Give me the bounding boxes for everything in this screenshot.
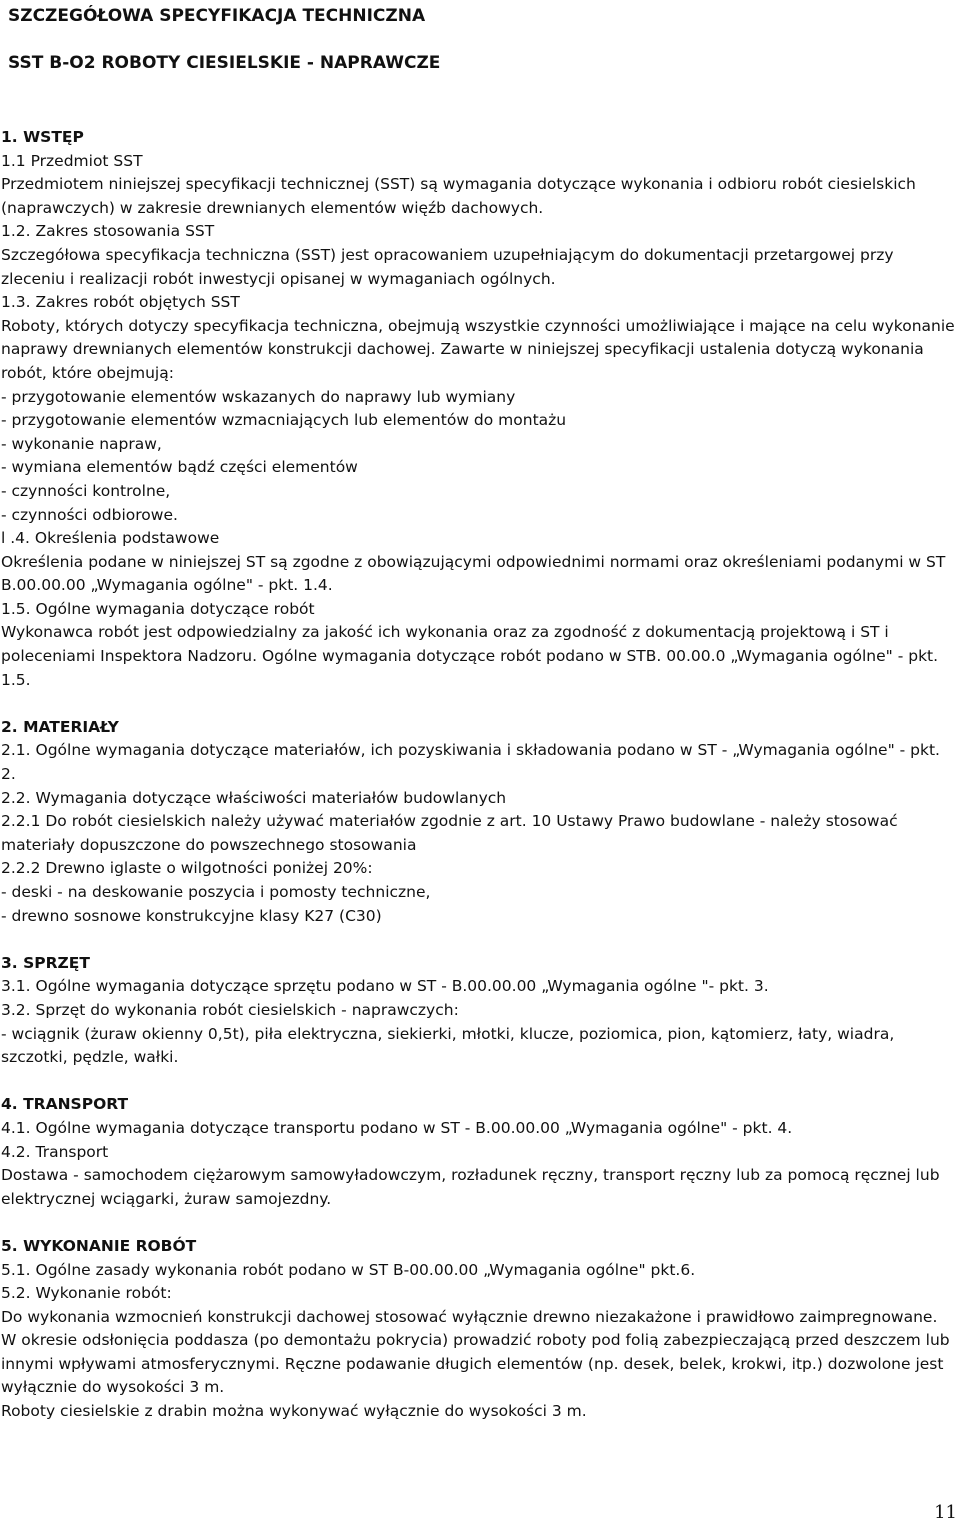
- paragraph-1-4: Określenia podane w niniejszej ST są zgodne z obowiązującymi odpowiednimi normami oraz określeniami podanymi w ST B.00.00.00 „Wymagania ogólne" - pkt. 1.4.: [1, 552, 946, 595]
- paragraph-4-1: 4.1. Ogólne wymagania dotyczące transportu podano w ST - B.00.00.00 „Wymagania ogólne" - pkt. 4.: [1, 1118, 793, 1137]
- list-item: - wymiana elementów bądź części elementów: [1, 458, 358, 477]
- paragraph-1-1: Przedmiotem niniejszej specyfikacji technicznej (SST) są wymagania dotyczące wykonania i odbioru robót ciesielskich (naprawczych) w zakresie drewnianych elementów więźb dachowych.: [1, 175, 916, 217]
- document-subtitle: SST B-O2 ROBOTY CIESIELSKIE - NAPRAWCZE: [8, 53, 441, 73]
- paragraph-5-2: 5.2. Wykonanie robót:: [1, 1284, 172, 1303]
- paragraph-5-1: 5.1. Ogólne zasady wykonania robót podano w ST B-00.00.00 „Wymagania ogólne" pkt.6.: [1, 1260, 696, 1279]
- paragraph-1-2: Szczegółowa specyfikacja techniczna (SST) jest opracowaniem uzupełniającym do dokumentacji przetargowej przy zleceniu i realizacji robót inwestycji opisanej w wymaganiach ogólnych.: [1, 245, 894, 288]
- section-heading-4: 4. TRANSPORT: [1, 1095, 129, 1114]
- document-title: SZCZEGÓŁOWA SPECYFIKACJA TECHNICZNA: [8, 6, 426, 26]
- paragraph-4-2: 4.2. Transport: [1, 1142, 109, 1161]
- list-item: - wykonanie napraw,: [1, 434, 162, 453]
- section-heading-3: 3. SPRZĘT: [1, 953, 90, 972]
- subsection-title-1-5: 1.5. Ogólne wymagania dotyczące robót: [1, 599, 315, 618]
- paragraph-2-2-2: 2.2.2 Drewno iglaste o wilgotności poniżej 20%:: [1, 859, 373, 878]
- paragraph-5-2-ladders: Roboty ciesielskie z drabin można wykonywać wyłącznie do wysokości 3 m.: [1, 1402, 587, 1421]
- paragraph-5-2-text: Do wykonania wzmocnień konstrukcji dachowej stosować wyłącznie drewno niezakażone i prawidłowo zaimpregnowane. W okresie odsłonięcia poddasza (po demontażu pokrycia) prowadzić roboty pod folią zabezpieczającą przed deszczem lub innymi wpływami atmosferycznymi. Ręczne podawanie długich elementów (np. desek, belek, krokwi, itp.) dozwolone jest wyłącznie do wysokości 3 m.: [1, 1307, 950, 1397]
- paragraph-3-2-list: - wciągnik (żuraw okienny 0,5t), piła elektryczna, siekierki, młotki, klucze, poziomica, pion, kątomierz, łaty, wiadra, szczotki, pędzle, wałki.: [1, 1024, 895, 1067]
- subsection-title-1-4: l .4. Określenia podstawowe: [1, 529, 220, 548]
- section-heading-5: 5. WYKONANIE ROBÓT: [1, 1236, 197, 1255]
- paragraph-2-1: 2.1. Ogólne wymagania dotyczące materiałów, ich pozyskiwania i składowania podano w ST - „Wymagania ogólne" - pkt. 2.: [1, 741, 940, 784]
- list-item: - czynności kontrolne,: [1, 481, 171, 500]
- subsection-title-1-1: 1.1 Przedmiot SST: [1, 151, 143, 170]
- list-item: - deski - na deskowanie poszycia i pomosty techniczne,: [1, 883, 431, 901]
- list-item: - przygotowanie elementów wskazanych do naprawy lub wymiany: [1, 387, 516, 406]
- list-item: - przygotowanie elementów wzmacniających lub elementów do montażu: [1, 411, 567, 430]
- list-item: - drewno sosnowe konstrukcyjne klasy K27 (C30): [1, 906, 382, 925]
- subsection-title-1-3: 1.3. Zakres robót objętych SST: [1, 293, 240, 312]
- subsection-title-1-2: 1.2. Zakres stosowania SST: [1, 222, 215, 241]
- paragraph-3-1: 3.1. Ogólne wymagania dotyczące sprzętu podano w ST - B.00.00.00 „Wymagania ogólne "- pkt. 3.: [1, 977, 769, 996]
- paragraph-3-2: 3.2. Sprzęt do wykonania robót ciesielskich - naprawczych:: [1, 1000, 459, 1019]
- paragraph-1-3: Roboty, których dotyczy specyfikacja techniczna, obejmują wszystkie czynności umożliwiające i mające na celu wykonanie naprawy drewnianych elementów konstrukcji dachowej. Zawarte w niniejszej specyfikacji ustalenia dotyczą wykonania robót, które obejmują:: [1, 316, 955, 382]
- section-heading-2: 2. MATERIAŁY: [1, 717, 119, 736]
- document-body: [1, 126, 956, 1424]
- paragraph-2-2: 2.2. Wymagania dotyczące właściwości materiałów budowlanych: [1, 788, 507, 807]
- paragraph-1-5: Wykonawca robót jest odpowiedzialny za jakość ich wykonania oraz za zgodność z dokumentacją projektową i ST i poleceniami Inspektora Nadzoru. Ogólne wymagania dotyczące robót podano w STB. 00.00.0 „Wymagania ogólne" - pkt. 1.5.: [1, 623, 939, 689]
- list-item: - czynności odbiorowe.: [1, 505, 178, 524]
- section-heading-1: 1. WSTĘP: [1, 128, 84, 146]
- paragraph-4-2-text: Dostawa - samochodem ciężarowym samowyładowczym, rozładunek ręczny, transport ręczny lub za pomocą ręcznej lub elektrycznej wciągarki, żuraw samojezdny.: [1, 1166, 940, 1208]
- paragraph-2-2-1: 2.2.1 Do robót ciesielskich należy używać materiałów zgodnie z art. 10 Ustawy Prawo budowlane - należy stosować materiały dopuszczone do powszechnego stosowania: [1, 812, 898, 854]
- page-number: 11: [934, 1502, 957, 1523]
